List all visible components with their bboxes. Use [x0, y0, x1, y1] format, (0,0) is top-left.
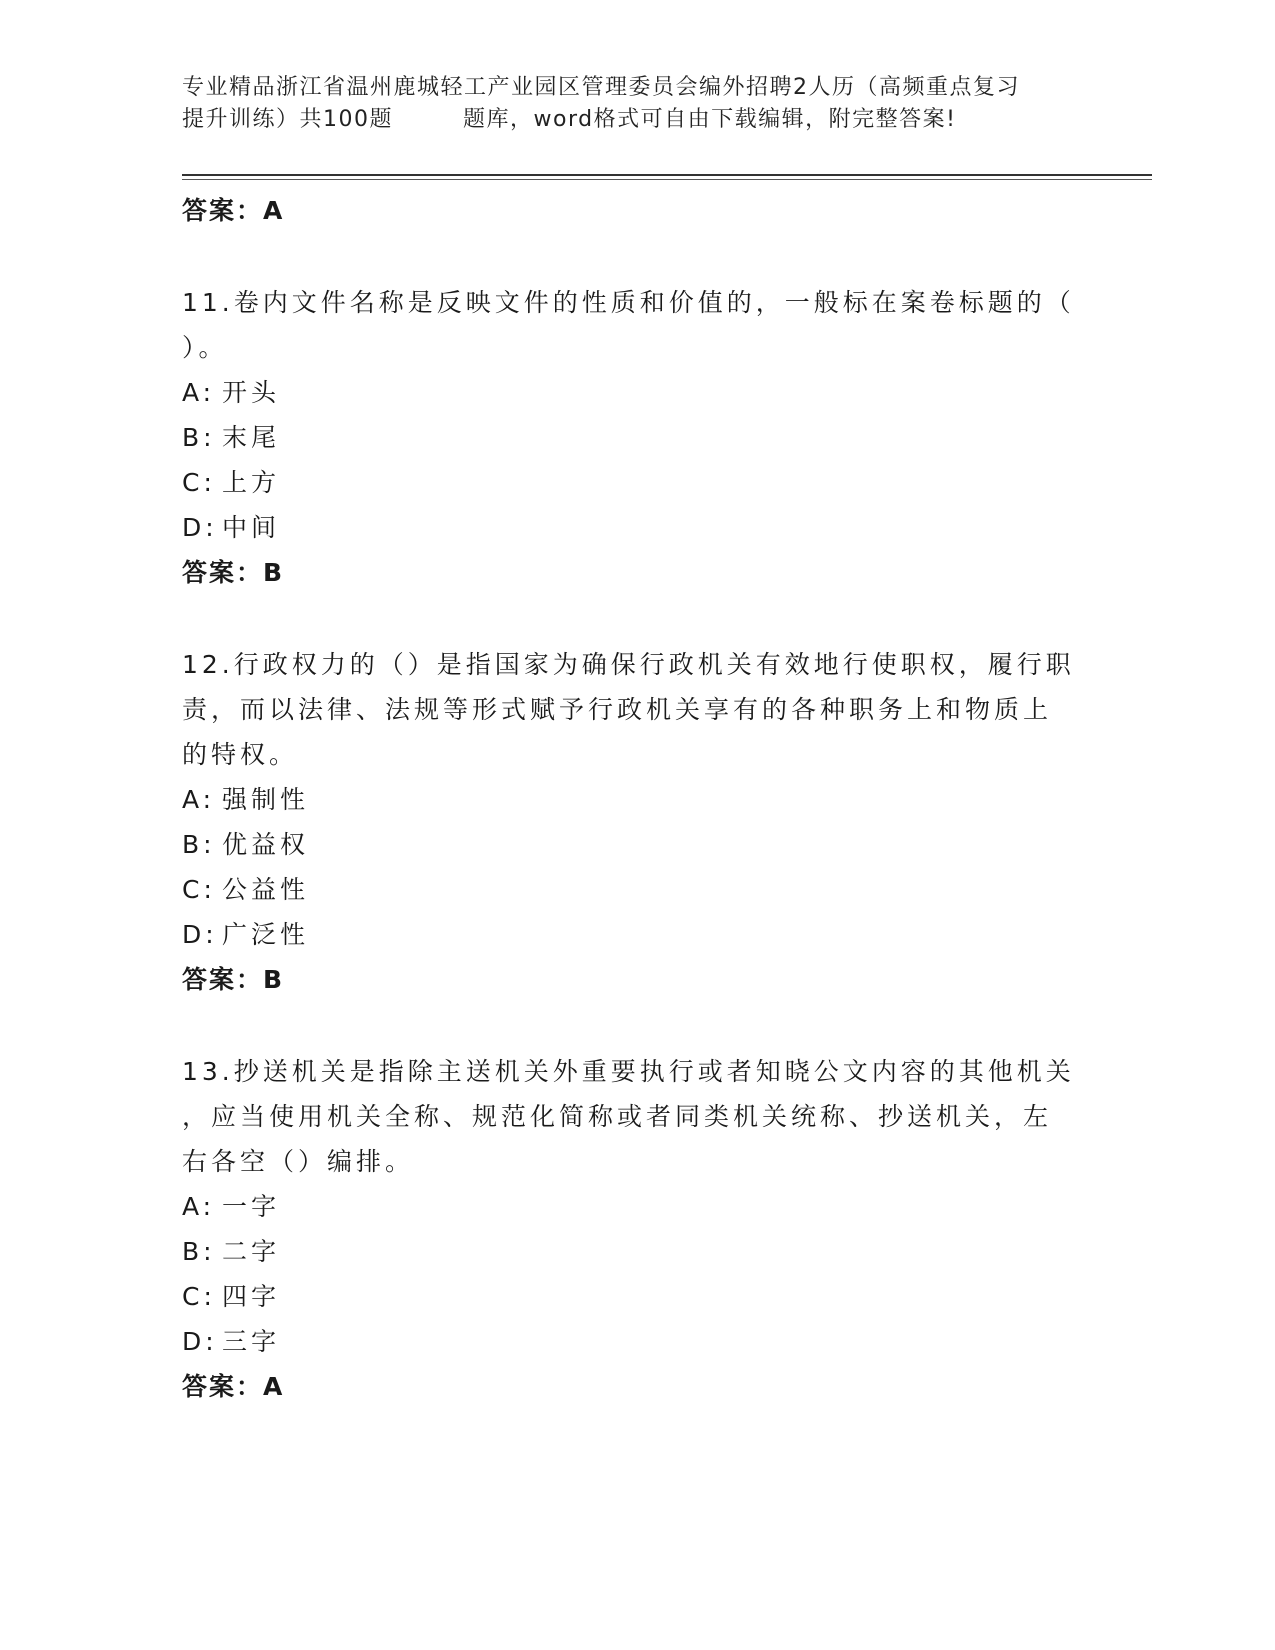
option-c: C: 上方	[182, 468, 281, 497]
option-c: C: 四字	[182, 1282, 281, 1311]
header-rule	[182, 174, 1152, 176]
question-11	[182, 280, 1082, 596]
stem-line: 11.卷内文件名称是反映文件的性质和价值的，一般标在案卷标题的（	[182, 288, 1075, 317]
stem-line: ，应当使用机关全称、规范化简称或者同类机关统称、抄送机关，左	[182, 1102, 1053, 1131]
question-12	[182, 642, 1082, 1003]
option-b: B: 二字	[182, 1237, 281, 1266]
answer: 答案：A	[182, 1372, 285, 1401]
option-a: A: 一字	[182, 1192, 281, 1221]
header-line-2	[182, 104, 1062, 136]
question-stem	[182, 1049, 1082, 1184]
header-rule-thin	[182, 179, 1152, 180]
option-a: A: 强制性	[182, 785, 310, 814]
previous-answer	[182, 188, 1082, 234]
stem-line: 12.行政权力的（）是指国家为确保行政机关有效地行使职权，履行职	[182, 650, 1075, 679]
option-b: B: 优益权	[182, 830, 310, 859]
answer-label: 答案：	[182, 196, 264, 225]
option-d: D: 中间	[182, 513, 281, 542]
question-stem	[182, 280, 1082, 370]
option-b: B: 末尾	[182, 423, 281, 452]
question-stem	[182, 642, 1082, 777]
option-d: D: 广泛性	[182, 920, 310, 949]
option-a: A: 开头	[182, 378, 281, 407]
stem-line: 责，而以法律、法规等形式赋予行政机关享有的各种职务上和物质上	[182, 695, 1053, 724]
header-line-2-left: 提升训练）共100题	[182, 107, 393, 132]
stem-line: 13.抄送机关是指除主送机关外重要执行或者知晓公文内容的其他机关	[182, 1057, 1075, 1086]
question-13	[182, 1049, 1082, 1410]
header-line-2-right: 题库，word格式可自由下载编辑，附完整答案!	[463, 107, 957, 132]
page-header	[182, 72, 1062, 136]
stem-line: 的特权。	[182, 740, 299, 769]
question-list	[182, 188, 1082, 1410]
option-c: C: 公益性	[182, 875, 310, 904]
stem-line: ）。	[182, 333, 228, 362]
header-line-1: 专业精品浙江省温州鹿城轻工产业园区管理委员会编外招聘2人历（高频重点复习	[182, 75, 1020, 100]
answer-value: A	[263, 196, 285, 225]
answer: 答案：B	[182, 965, 285, 994]
option-d: D: 三字	[182, 1327, 281, 1356]
answer: 答案：B	[182, 558, 285, 587]
stem-line: 右各空（）编排。	[182, 1147, 415, 1176]
